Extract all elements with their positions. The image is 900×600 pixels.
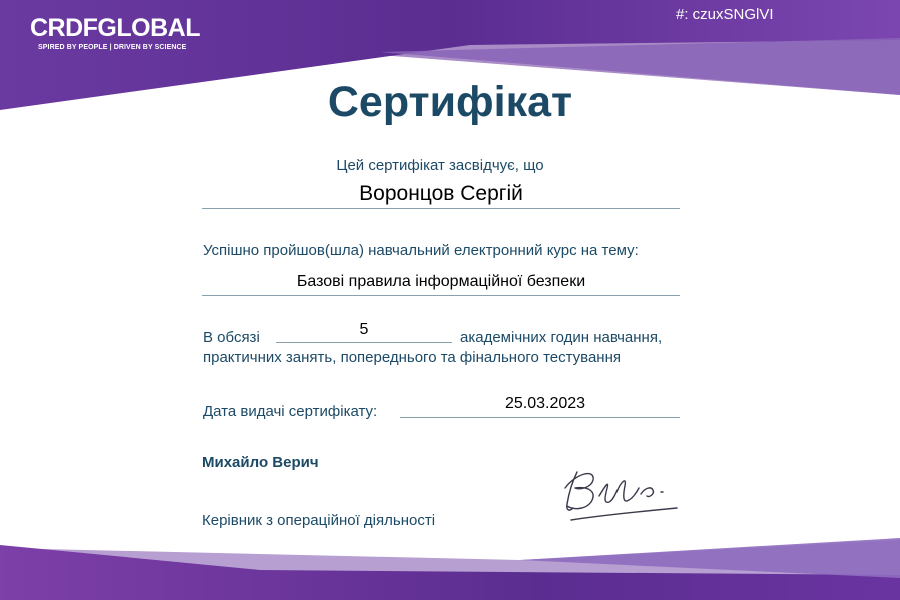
recipient-underline <box>202 208 680 209</box>
volume-prefix: В обсязі <box>203 329 260 346</box>
signer-name: Михайло Верич <box>202 454 319 471</box>
certifies-text: Цей сертифікат засвідчує, що <box>336 157 544 174</box>
issue-date-label: Дата видачі сертифікату: <box>203 403 378 420</box>
signer-role: Керівник з операційної діяльності <box>202 512 436 529</box>
recipient-name: Воронцов Сергій <box>359 182 523 205</box>
certificate-id: #: czuxSNGlVI <box>676 6 774 23</box>
completed-text: Успішно пройшов(шла) навчальний електронний курс на тему: <box>203 242 639 259</box>
hours-underline <box>276 342 452 343</box>
brand-tagline: SPIRED BY PEOPLE | DRIVEN BY SCIENCE <box>38 44 187 51</box>
handwritten-signature <box>555 458 685 528</box>
date-underline <box>400 417 680 418</box>
volume-suffix-line1: академічних годин навчання, <box>460 329 663 346</box>
certificate-title: Сертифікат <box>327 78 573 126</box>
course-underline <box>202 295 680 296</box>
issue-date: 25.03.2023 <box>504 395 586 412</box>
volume-suffix-line2: практичних занять, попереднього та фінального тестування <box>203 349 621 366</box>
brand-name: CRDFGLOBAL <box>30 14 200 42</box>
brand-logo <box>30 14 200 51</box>
volume-hours: 5 <box>359 321 369 338</box>
course-title: Базові правила інформаційної безпеки <box>296 273 586 290</box>
